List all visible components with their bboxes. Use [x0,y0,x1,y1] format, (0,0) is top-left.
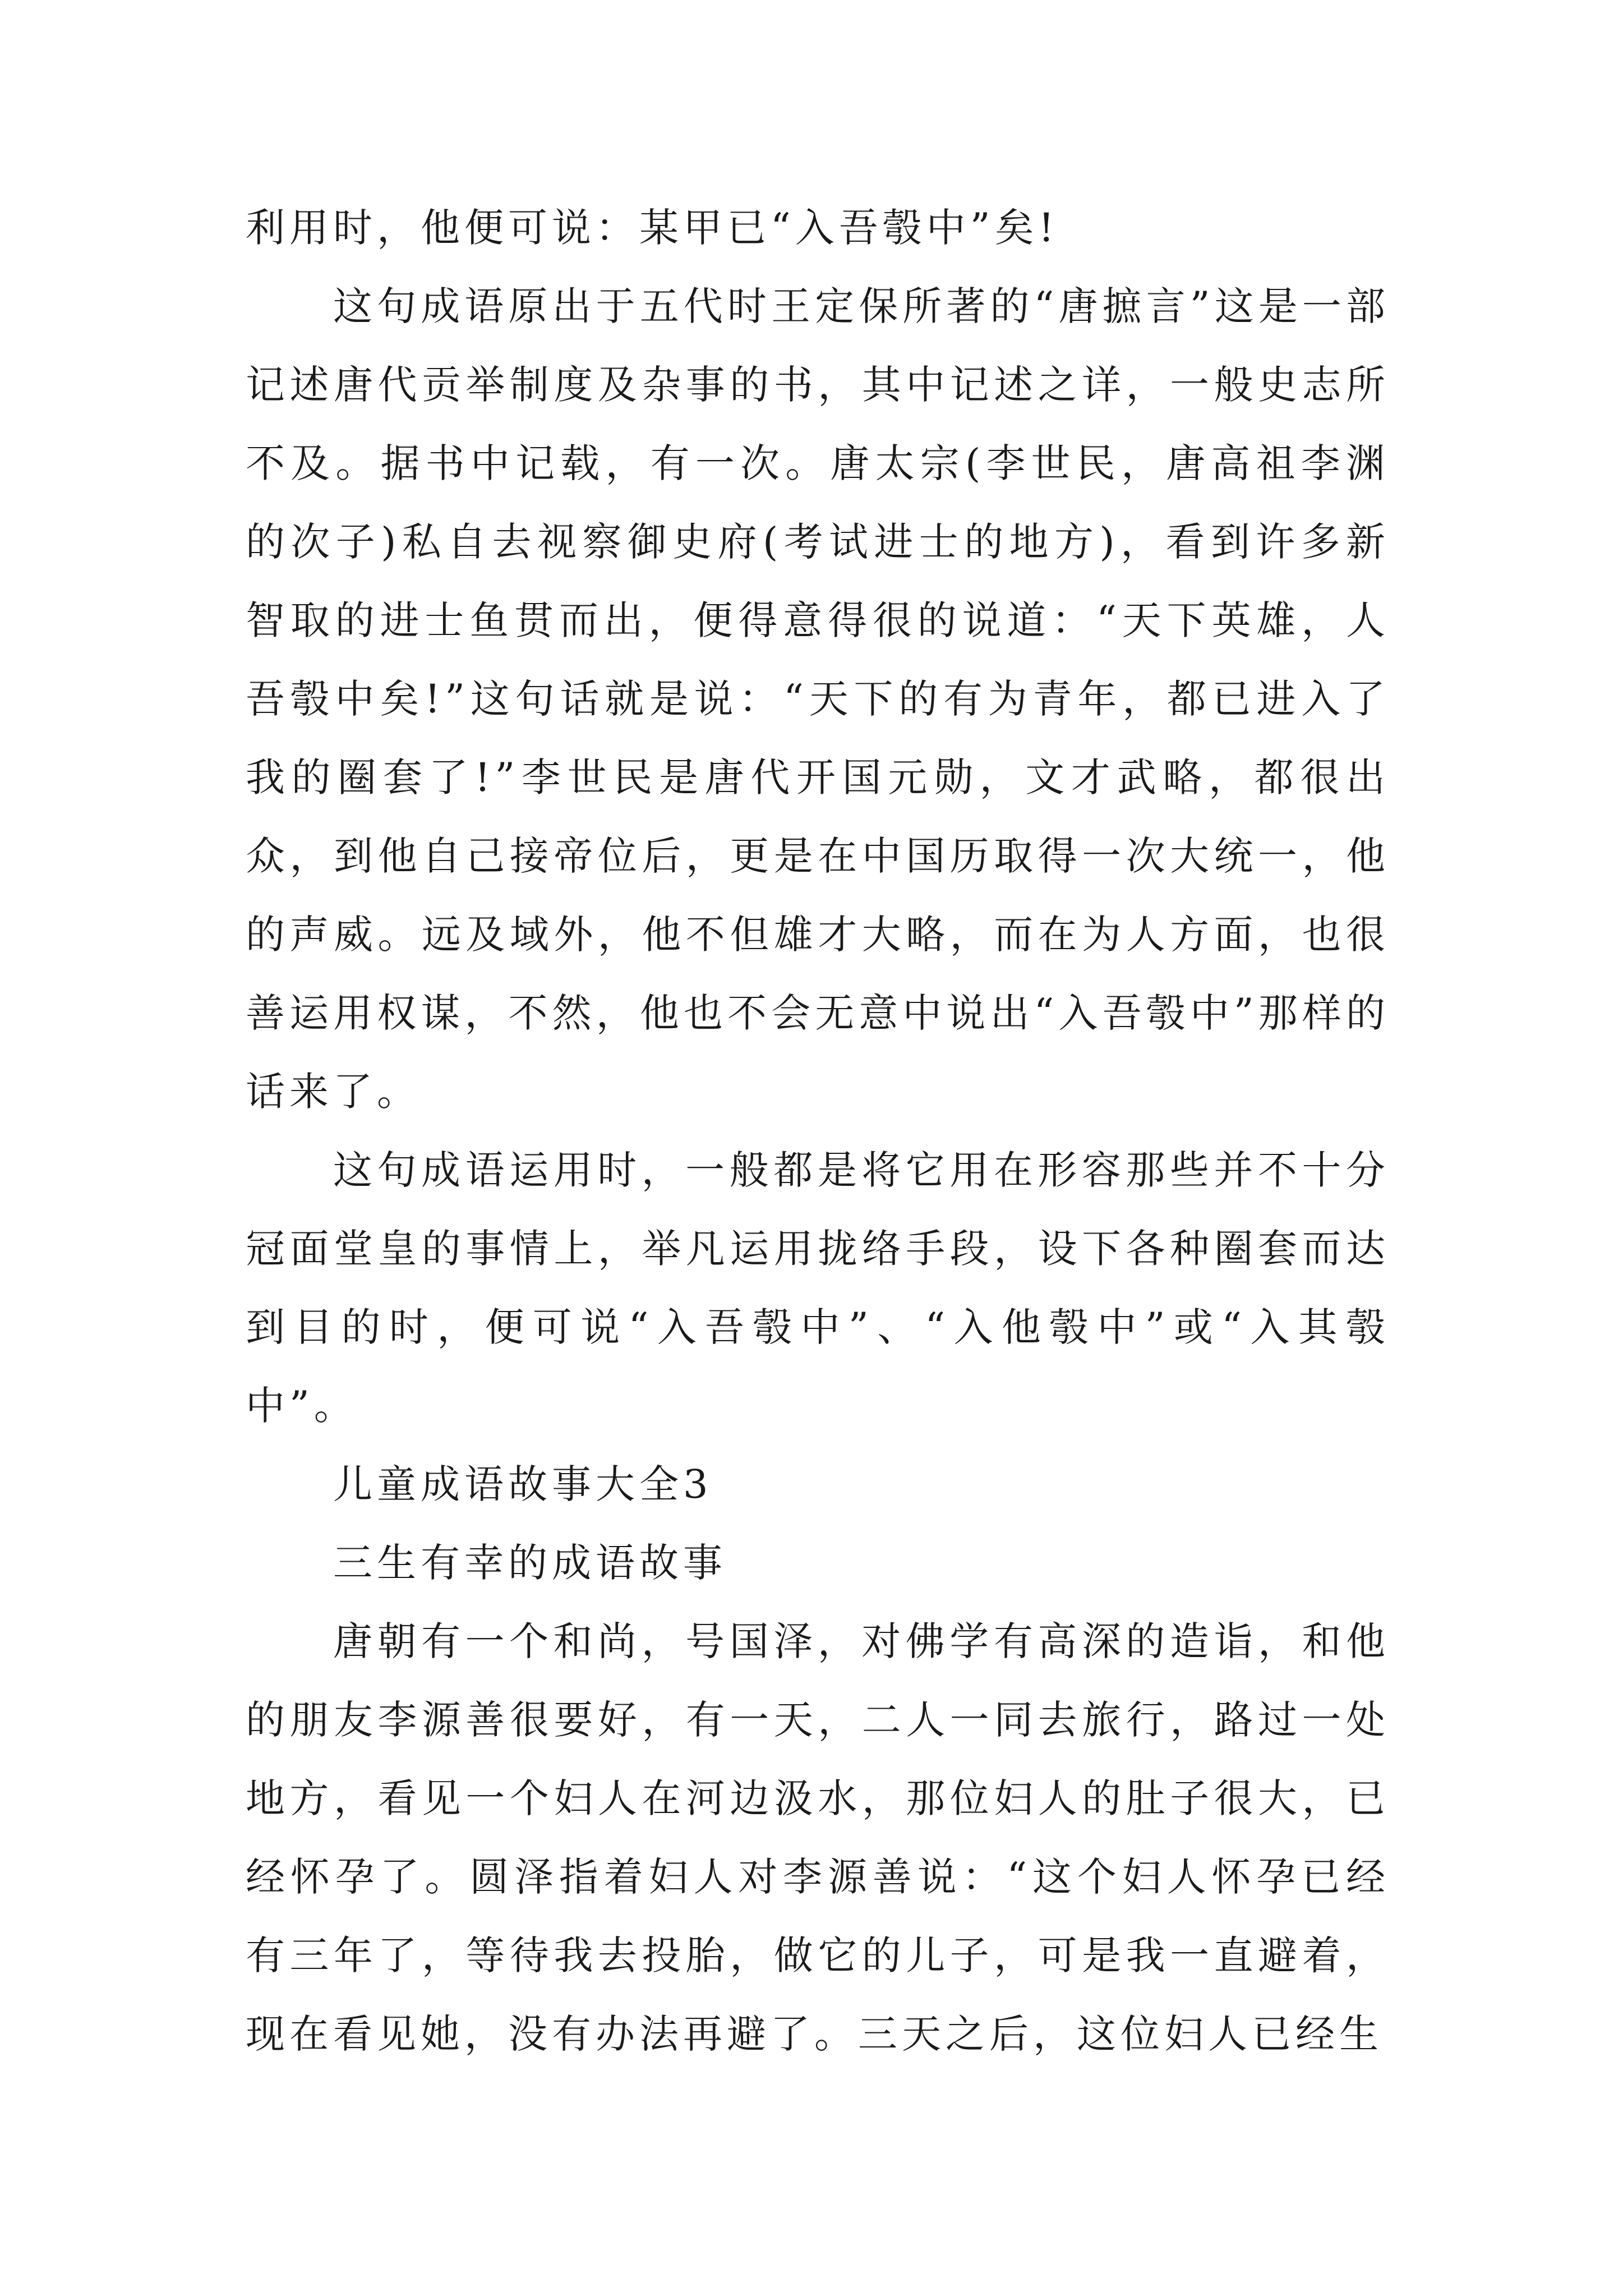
document-body [246,188,1390,2073]
paragraph-continuation: 利用时，他便可说：某甲已“入吾彀中”矣! [246,205,1059,251]
paragraph-usage: 这句成语运用时，一般都是将它用在形容那些并不十分冠面堂皇的事情上，举凡运用拢络手段，设下各种圈套而达到目的时，便可说“入吾彀中”、“入他彀中”或“入其彀中”。 [246,1147,1390,1429]
paragraph-story: 唐朝有一个和尚，号国泽，对佛学有高深的造诣，和他的朋友李源善很要好，有一天，二人一同去旅行，路过一处地方，看见一个妇人在河边汲水，那位妇人的肚子很大，已经怀孕了。圆泽指着妇人对李源善说：“这个妇人怀孕已经有三年了，等待我去投胎，做它的儿子，可是我一直避着，现在看见她，没有办法再避了。三天之后，这位妇人已经生 [246,1618,1390,2057]
story-title: 三生有幸的成语故事 [333,1540,727,1586]
section-heading: 儿童成语故事大全3 [333,1461,713,1507]
paragraph-origin: 这句成语原出于五代时王定保所著的“唐摭言”这是一部记述唐代贡举制度及杂事的书，其中记述之详，一般史志所不及。据书中记载，有一次。唐太宗(李世民，唐高祖李渊的次子)私自去视察御史府(考试进士的地方)，看到许多新智取的进士鱼贯而出，便得意得很的说道：“天下英雄，人吾彀中矣!”这句话就是说：“天下的有为青年，都已进入了我的圈套了!”李世民是唐代开国元勋，文才武略，都很出众，到他自己接帝位后，更是在中国历取得一次大统一，他的声威。远及域外，他不但雄才大略，而在为人方面，也很善运用权谋，不然，他也不会无意中说出“入吾彀中”那样的话来了。 [246,283,1390,1115]
